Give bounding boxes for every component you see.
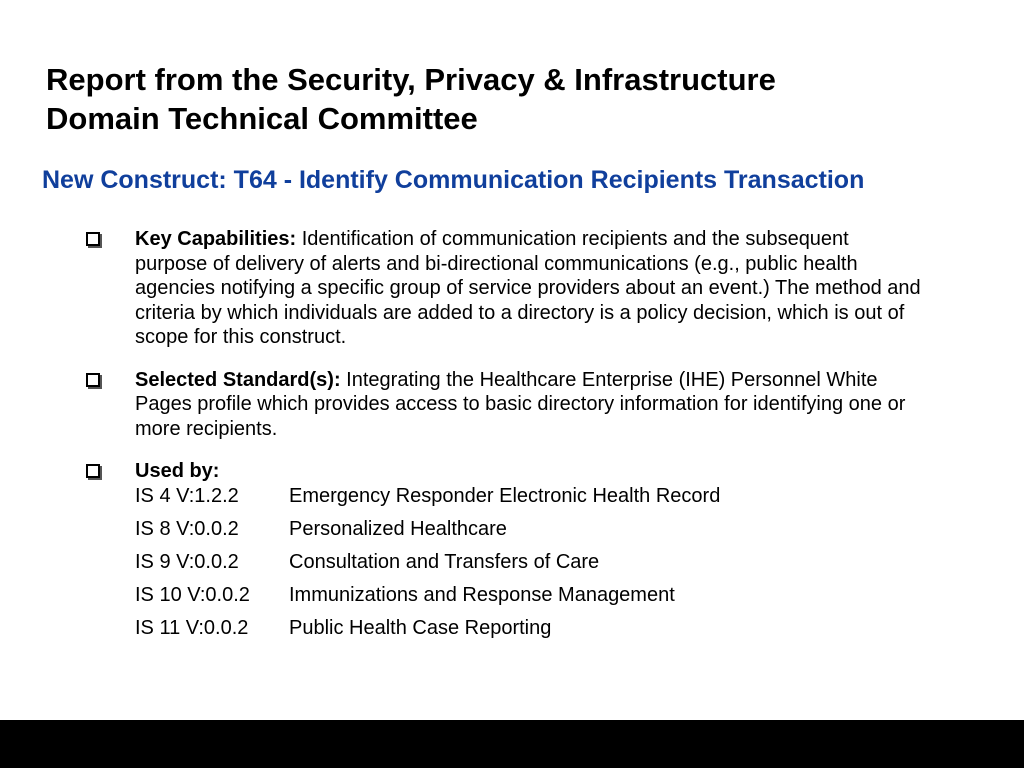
used-by-row bbox=[135, 484, 720, 517]
bullet-selected-standards bbox=[84, 368, 924, 442]
used-by-name: Consultation and Transfers of Care bbox=[289, 550, 600, 573]
used-by-name: Public Health Case Reporting bbox=[289, 616, 552, 639]
used-by-code: IS 9 V:0.0.2 bbox=[135, 550, 239, 573]
slide-subtitle: New Construct: T64 - Identify Communication Recipients Transaction bbox=[42, 166, 865, 194]
used-by-name: Emergency Responder Electronic Health Record bbox=[289, 484, 721, 507]
footer-bar bbox=[0, 720, 1024, 768]
bullet-list bbox=[84, 227, 924, 649]
checkbox-square-icon bbox=[86, 373, 100, 387]
bullet-key-capabilities bbox=[84, 227, 924, 350]
checkbox-square-icon bbox=[86, 232, 100, 246]
slide-title-line-2: Domain Technical Committee bbox=[46, 101, 478, 136]
used-by-code: IS 4 V:1.2.2 bbox=[135, 484, 239, 507]
used-by-code: IS 11 V:0.0.2 bbox=[135, 616, 249, 639]
checkbox-square-icon bbox=[86, 464, 100, 478]
slide-title bbox=[46, 60, 946, 138]
bullet-text: Integrating the Healthcare Enterprise (IHE) Personnel White Pages profile which provides access to basic directory information for identifying one or more recipients. bbox=[135, 368, 906, 440]
used-by-name: Personalized Healthcare bbox=[289, 517, 507, 540]
used-by-code: IS 8 V:0.0.2 bbox=[135, 517, 239, 540]
slide-title-line-1: Report from the Security, Privacy & Infrastructure bbox=[46, 62, 776, 97]
used-by-name: Immunizations and Response Management bbox=[289, 583, 675, 606]
bullet-label: Selected Standard(s): bbox=[135, 368, 341, 391]
used-by-code: IS 10 V:0.0.2 bbox=[135, 583, 250, 606]
bullet-text: Identification of communication recipients and the subsequent purpose of delivery of alerts and bi-directional communications (e.g., public health agencies notifying a specific group of service providers about an event.) The method and criteria by which individuals are added to a directory is a policy decision, which is out of scope for this construct. bbox=[135, 228, 921, 348]
used-by-row bbox=[135, 517, 720, 550]
bullet-label: Key Capabilities: bbox=[135, 228, 297, 250]
used-by-list bbox=[135, 484, 720, 649]
used-by-row bbox=[135, 550, 720, 583]
bullet-used-by bbox=[84, 459, 924, 649]
used-by-row bbox=[135, 616, 720, 649]
used-by-row bbox=[135, 583, 720, 616]
bullet-label: Used by: bbox=[135, 460, 220, 482]
